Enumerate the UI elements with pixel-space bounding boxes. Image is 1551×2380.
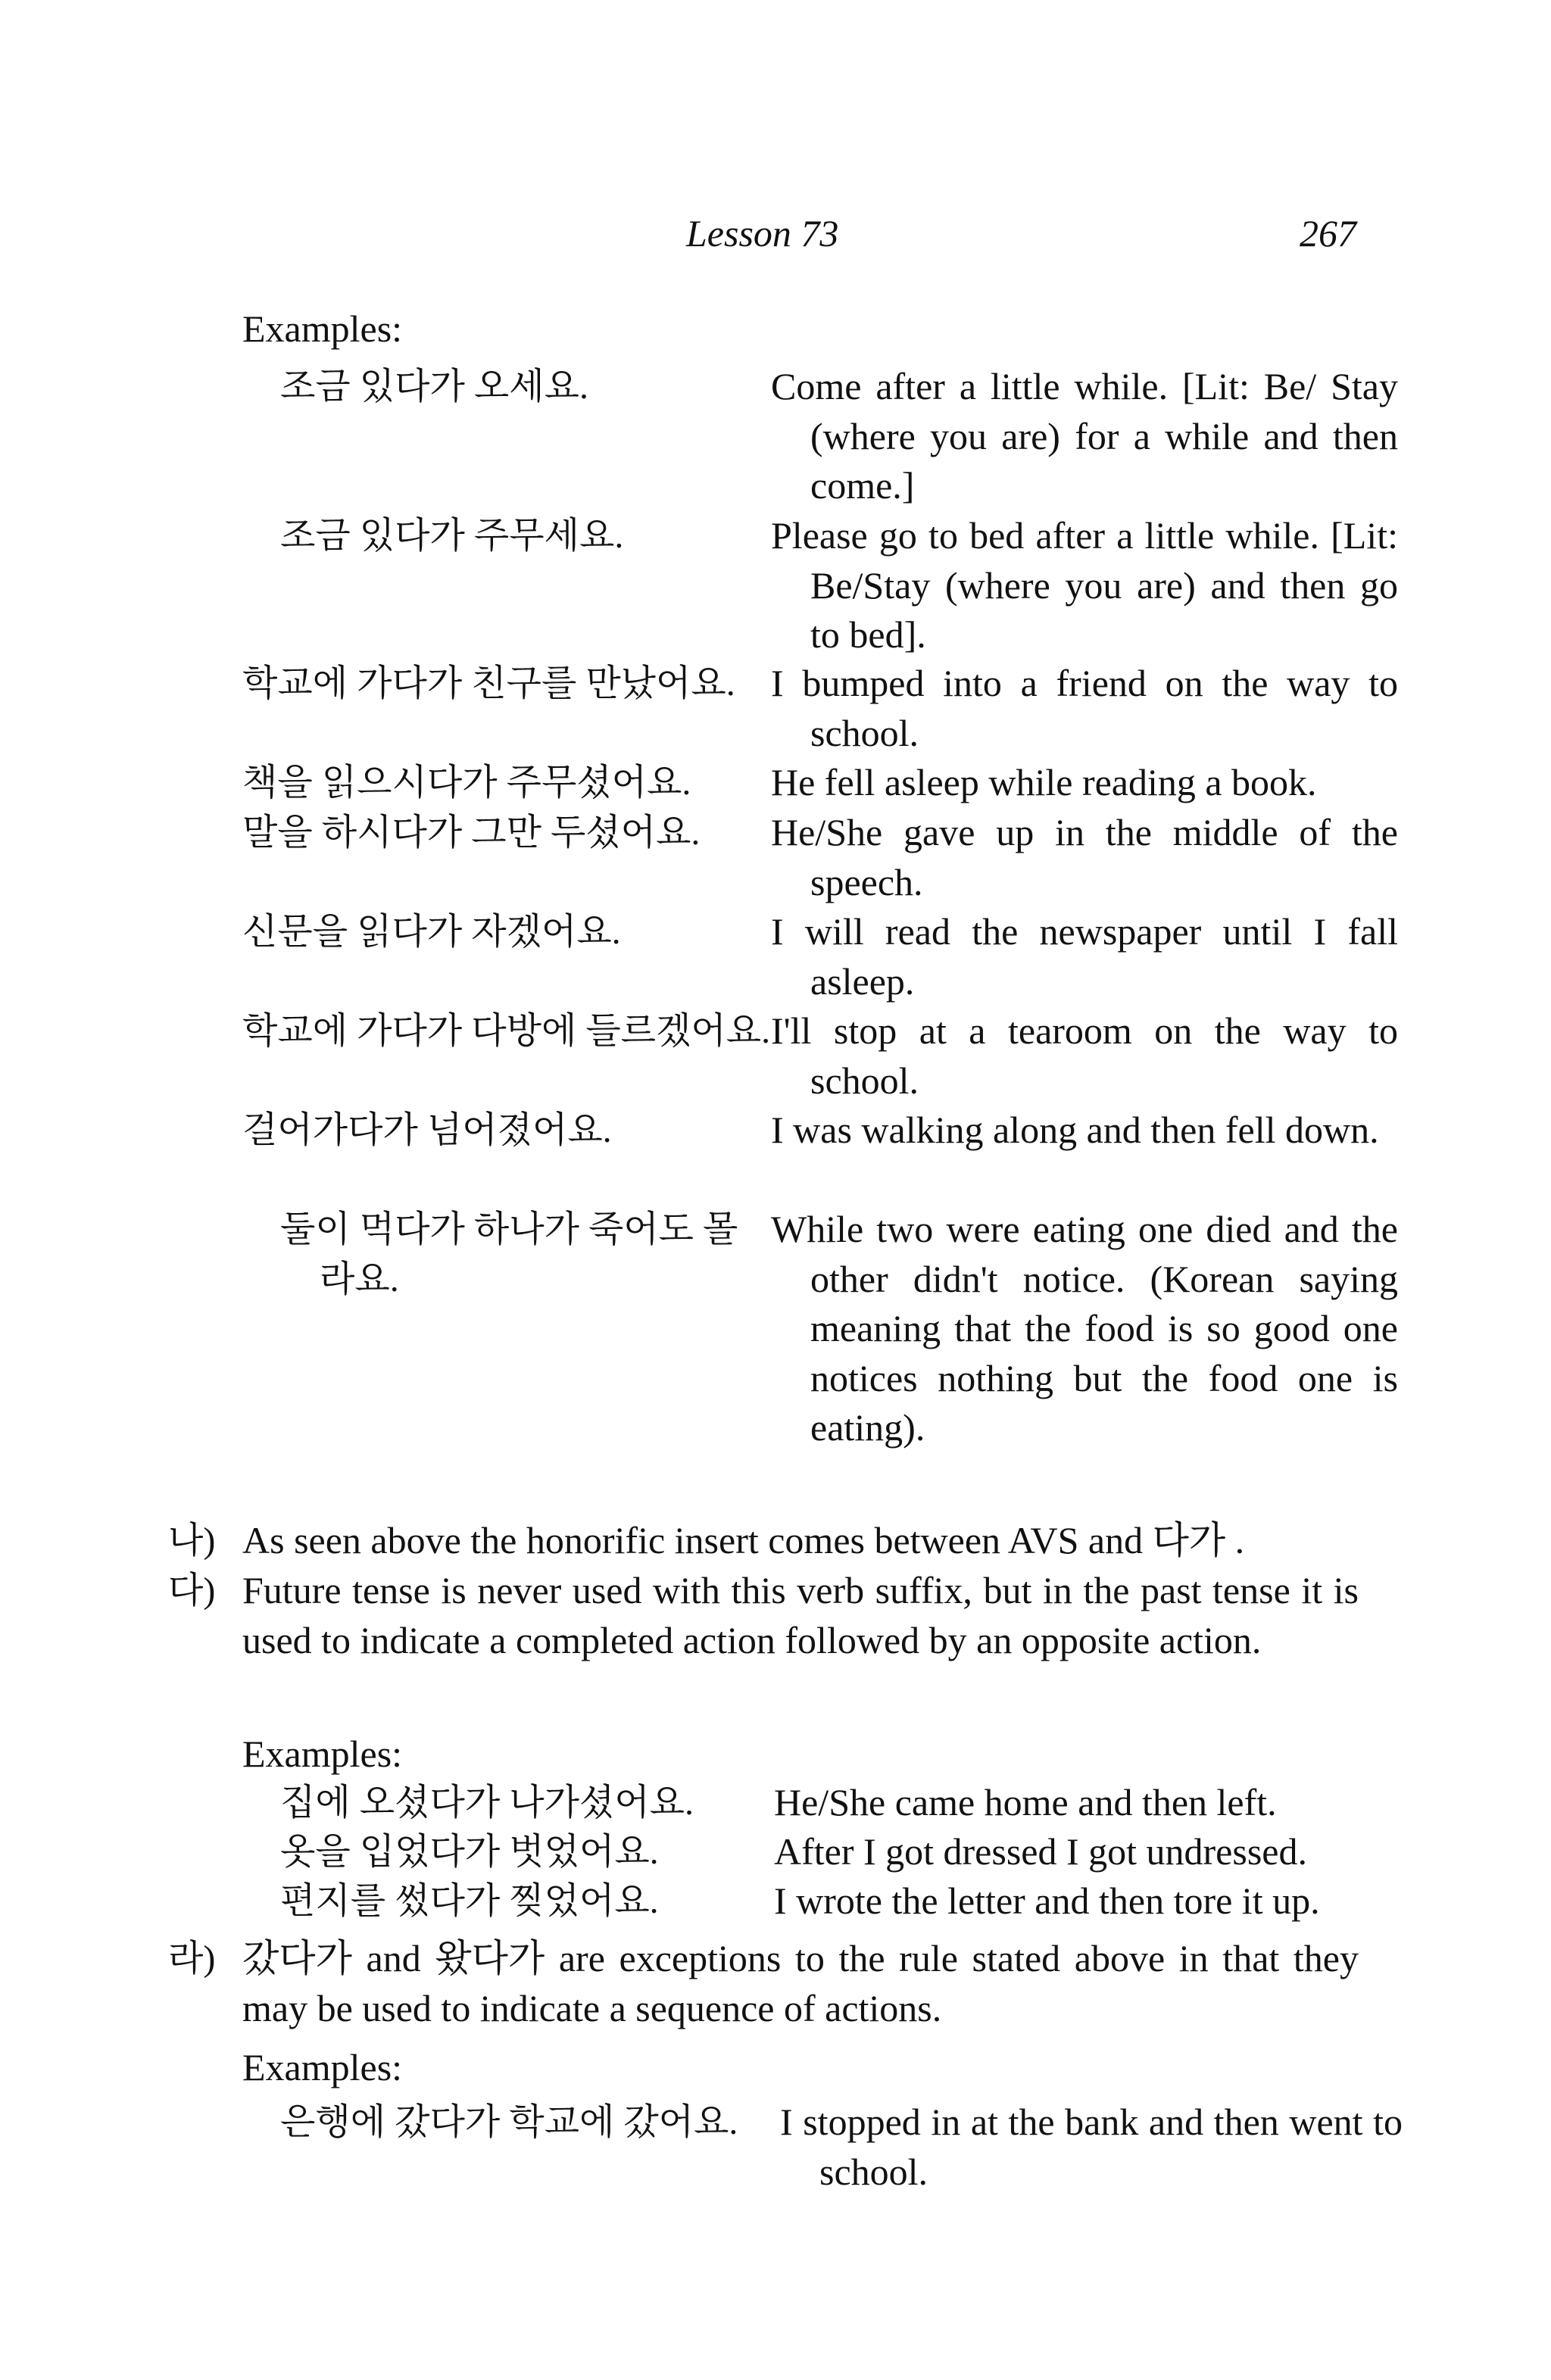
english-translation: He/She came home and then left.: [774, 1781, 1277, 1823]
korean-example: 조금 있다가 오세요.: [280, 367, 588, 407]
note-marker: 나): [168, 1521, 216, 1561]
note-paragraph: 갔다가 and 왔다가 are exceptions to the rule stated above in that they may be used to indicate a sequence of actions.: [242, 1937, 1359, 2029]
korean-example: 학교에 가다가 친구를 만났어요.: [242, 663, 735, 703]
english-translation: He fell asleep while reading a book.: [771, 761, 1317, 803]
korean-example: 말을 하시다가 그만 두셨어요.: [242, 813, 701, 853]
korean-example: 옷을 입었다가 벗었어요.: [280, 1832, 659, 1872]
page-number: 267: [1300, 212, 1356, 254]
korean-example: 걸어가다가 넘어졌어요.: [242, 1110, 612, 1150]
english-translation: While two were eating one died and the other didn't notice. (Korean saying meaning that the food is so good one notices nothing but the food one is eating).: [771, 1208, 1398, 1449]
english-translation: I will read the newspaper until I fall asleep.: [771, 910, 1398, 1003]
korean-example: 학교에 가다가 다방에 들르겠어요.: [242, 1011, 771, 1051]
english-translation: I'll stop at a tearoom on the way to school.: [771, 1009, 1398, 1102]
english-translation: After I got dressed I got undressed.: [774, 1830, 1307, 1873]
english-translation: I bumped into a friend on the way to school.: [771, 662, 1398, 754]
note-marker: 다): [168, 1571, 216, 1611]
korean-example: 은행에 갔다가 학교에 갔어요.: [280, 2102, 738, 2142]
english-translation: I was walking along and then fell down.: [771, 1109, 1379, 1151]
english-translation: I wrote the letter and then tore it up.: [774, 1879, 1320, 1922]
korean-example: 편지를 썼다가 찢었어요.: [280, 1881, 659, 1921]
note-paragraph: Future tense is never used with this verb suffix, but in the past tense it is used to indicate a completed action followed by an opposite action.: [242, 1569, 1359, 1661]
korean-example: 조금 있다가 주무세요.: [280, 516, 624, 556]
english-translation: Please go to bed after a little while. [Lit: Be/Stay (where you are) and then go to bed].: [771, 514, 1398, 656]
english-translation: I stopped in at the bank and then went to school.: [780, 2101, 1403, 2193]
english-translation: He/She gave up in the middle of the speech.: [771, 811, 1398, 903]
examples-heading: Examples:: [242, 1733, 403, 1775]
korean-example: 둘이 먹다가 하나가 죽어도 몰라요.: [280, 1209, 738, 1299]
running-header-title: Lesson 73: [686, 212, 839, 254]
note-marker: 라): [168, 1939, 216, 1979]
english-translation: Come after a little while. [Lit: Be/ Stay (where you are) for a while and then come.]: [771, 365, 1398, 507]
korean-example: 신문을 읽다가 자겠어요.: [242, 912, 621, 952]
note-paragraph: As seen above the honorific insert comes between AVS and 다가 .: [242, 1519, 1245, 1561]
korean-example: 책을 읽으시다가 주무셨어요.: [242, 763, 691, 803]
examples-heading: Examples:: [242, 2046, 403, 2088]
examples-heading: Examples:: [242, 307, 403, 350]
korean-example: 집에 오셨다가 나가셨어요.: [280, 1783, 694, 1823]
